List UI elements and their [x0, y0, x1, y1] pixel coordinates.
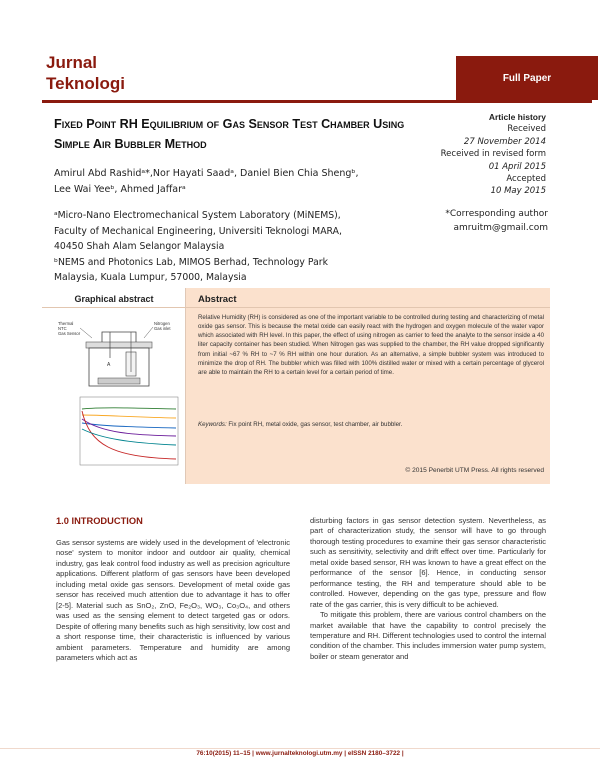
received-date: 27 November 2014 [463, 136, 546, 147]
corresponding-email[interactable]: amruitm@gmail.com [453, 222, 548, 233]
body-column-left [56, 538, 290, 663]
label-a: A [107, 362, 111, 368]
paragraph: disturbing factors in gas sensor detection system. Nevertheless, as part of characterization study, the sensor will have to go through thorough testing procedures to examine their gas sensor characteristic such as sensitivity, selectivity and drift effect over time. Particularly for metal oxide based sensor, RH was known to have a great effect on the performance of the sensor [6]. Hence, in conducting sensor performance testing, the RH and temperature should able to be controlled. However, depending on the gas type, pressure and flow rate of the gas carrier, this is very difficult to be achieved. [310, 516, 546, 609]
affiliations [54, 208, 409, 286]
leader-line-left [80, 328, 92, 338]
paragraph: Gas sensor systems are widely used in the development of 'electronic nose' system to monitor indoor and outdoor air quality, chemical industry, gas leak control food industry as well as precision agriculture applications. Different platform of gas sensors have been developed including metal oxide gas sensors. Development of metal oxide gas sensor has received much attention due to advantage it has to offer [2-5]. Material such as SnO₂, ZnO, Fe₂O₃, WO₃, Co₃O₄, and others was used as the sensing element to detect targeted gas or odors. Despite of offering many benefits such as high sensitivity, low cost and a short response time, their characteristic is influenced by various ambient parameters. Temperature and humidity are among parameters which act as [56, 538, 290, 662]
article-history-title: Article history [488, 112, 546, 122]
accepted-label: Accepted [506, 174, 546, 185]
journal-logo [46, 52, 156, 94]
chamber-base [98, 378, 140, 384]
accepted-date: 10 May 2015 [490, 186, 546, 197]
label-nitrogen: Nitrogen [154, 321, 170, 326]
chamber-lid [86, 342, 152, 348]
author-list [54, 166, 409, 197]
abstract-header-divider [42, 307, 550, 308]
corresponding-label: *Corresponding author [445, 209, 548, 219]
affiliation-b-line1: ᵇNEMS and Photonics Lab, MIMOS Berhad, Technology Park [54, 256, 328, 268]
author-line-2: Lee Wai Yeeᵇ, Ahmed Jaffarᵃ [54, 183, 186, 195]
paragraph: To mitigate this problem, there are various control chambers on the market available that have the capability to control precisely the temperature and RH. Different technologies used to control the internal condition of the chamber. This includes immersion water pump system, boiler or steam generator and [310, 610, 546, 661]
page-footer: 76:10(2015) 11–15 | www.jurnalteknologi.utm.my | eISSN 2180–3722 | [196, 750, 404, 757]
label-gas-inlet: Gas inlet [154, 326, 171, 331]
full-paper-badge: Full Paper [456, 56, 598, 100]
body-column-right [310, 516, 546, 662]
abstract-text: Relative Humidity (RH) is considered as one of the important variable to be controlled during testing and characterizing of metal oxide gas sensor. This is because the metal oxide can easily react with the hydrogen and oxygen molecule of the water vapor which associated with RH level. In this paper, the effect of using nitrogen as carrier to feed the analyte to the sensor inside a 40 liter capacity container has been studied. When Nitrogen gas was supplied to the chamber, the RH value dropped significantly from initial ~67 % RH to ~7 % RH within one hour duration. As an alternative, a simple bubbler system was introduced to minimize the drop of RH. The bubbler which was filled with 100% distilled water or mixed with a certain percentage of glycerol are able to maintain the RH to a certain level for a certain period of time. [198, 314, 544, 376]
header-rule [42, 100, 592, 103]
section-heading: 1.0 INTRODUCTION [56, 516, 143, 526]
author-line-1: Amirul Abd Rashidᵃ*,Nor Hayati Saadᵃ, Daniel Bien Chia Shengᵇ, [54, 168, 359, 179]
journal-name-line1: Jurnal [46, 53, 98, 72]
plot-frame [80, 397, 178, 465]
copyright-notice: © 2015 Penerbit UTM Press. All rights reserved [405, 467, 544, 474]
apparatus-diagram [58, 318, 180, 388]
keywords-label: Keywords: [198, 421, 227, 428]
keywords-list: Fix point RH, metal oxide, gas sensor, test chamber, air bubbler. [228, 421, 403, 428]
revised-label: Received in revised form [440, 149, 546, 160]
graphical-abstract-title: Graphical abstract [74, 294, 154, 304]
revised-date: 01 April 2015 [488, 161, 546, 172]
leader-line-right [144, 327, 153, 338]
paper-title: Fixed Point RH Equilibrium of Gas Sensor Test Chamber Using Simple Air Bubbler Method [54, 117, 405, 151]
article-history [420, 111, 546, 198]
label-thermal: Thermal [58, 321, 74, 326]
affiliation-b-line2: Malaysia, Kuala Lumpur, 57000, Malaysia [54, 272, 247, 283]
affiliation-a-line1: ᵃMicro-Nano Electromechanical System Laboratory (MiNEMS), [54, 210, 341, 221]
rh-plot-thumbnail [72, 393, 182, 473]
affiliation-a-line3: 40450 Shah Alam Selangor Malaysia [54, 241, 225, 252]
corresponding-author [418, 208, 548, 235]
footer-rule [0, 748, 600, 749]
label-ntc: NTC [58, 326, 67, 331]
keywords [198, 421, 544, 428]
abstract-title: Abstract [198, 294, 237, 305]
received-label: Received [507, 124, 546, 135]
affiliation-a-line2: Faculty of Mechanical Engineering, Universiti Teknologi MARA, [54, 225, 342, 237]
label-gas-sensor: Gas Sensor [58, 331, 81, 336]
journal-name-line2: Teknologi [46, 74, 126, 93]
